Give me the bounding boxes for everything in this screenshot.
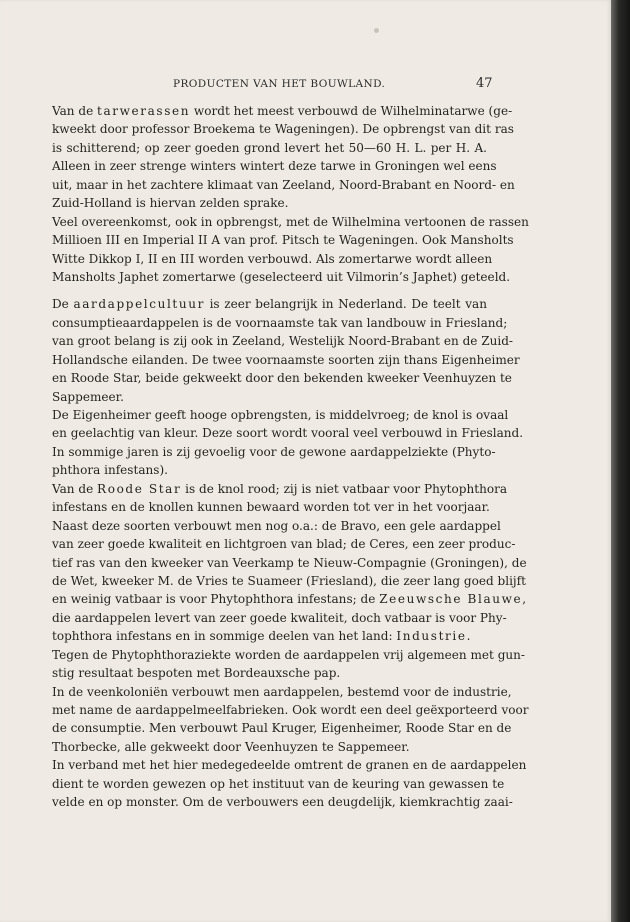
text-line xyxy=(52,443,496,461)
paragraph xyxy=(52,213,529,287)
paragraph xyxy=(52,480,527,646)
text-line xyxy=(52,627,487,645)
text-segment: Sappemeer. xyxy=(52,389,124,404)
text-segment: Alleen in zeer strenge winters wintert deze tarwe in Groningen wel eens xyxy=(52,159,497,174)
text-line xyxy=(52,775,505,793)
text-segment: , xyxy=(522,592,527,607)
text-segment: tief ras van den kweeker van Veerkamp te Nieuw-Compagnie (Groningen), de xyxy=(52,555,527,570)
header-title: PRODUCTEN VAN HET BOUWLAND. xyxy=(173,78,386,90)
text-segment: Zuid-Holland is hiervan zelden sprake. xyxy=(52,196,289,211)
text-segment: Tegen de Phytophthoraziekte worden de aardappelen vrij algemeen met gun- xyxy=(52,647,525,662)
text-segment: is schitterend; op zeer goeden grond levert het 50—60 H. L. per H. A. xyxy=(52,140,487,155)
text-line xyxy=(52,176,515,194)
paragraph-gap xyxy=(52,286,487,295)
text-segment: met name de aardappelmeelfabrieken. Ook wordt een deel geëxporteerd voor xyxy=(52,703,529,717)
paragraph xyxy=(52,646,525,683)
text-line xyxy=(52,535,516,553)
text-segment: . xyxy=(466,629,471,644)
text-segment: de consumptie. Men verbouwt Paul Kruger, Eigenheimer, Roode Star en de xyxy=(52,721,512,736)
text-segment: en Roode Star, beide gekweekt door den bekenden kweeker Veenhuyzen te xyxy=(52,371,512,386)
text-segment: Thorbecke, alle gekweekt door Veenhuyzen te Sappemeer. xyxy=(52,739,410,754)
text-segment: Hollandsche eilanden. De twee voornaamste soorten zijn thans Eigenheimer xyxy=(52,352,520,367)
text-line xyxy=(52,609,507,627)
text-line xyxy=(52,664,487,682)
text-segment: en geelachtig van kleur. Deze soort wordt vooral veel verbouwd in Friesland. xyxy=(52,426,524,441)
text-line xyxy=(52,231,514,249)
text-segment: Mansholts Japhet zomertarwe (geselecteerd uit Vilmorin’s Japhet) geteeld. xyxy=(52,269,511,284)
text-segment: In de veenkoloniën verbouwt men aardappelen, bestemd voor de industrie, xyxy=(52,684,512,699)
emphasized-term: Roode Star xyxy=(97,481,182,496)
text-segment: In sommige jaren is zij gevoelig voor de gewone aardappelziekte (Phyto- xyxy=(52,444,496,459)
text-line xyxy=(52,480,508,498)
text-line xyxy=(52,572,526,590)
text-line xyxy=(52,461,487,479)
text-line xyxy=(52,646,525,664)
emphasized-term: tarwerassen xyxy=(97,104,191,118)
text-segment: van zeer goede kwaliteit en lichtgroen van blad; de Ceres, een zeer produc- xyxy=(52,537,516,552)
text-line xyxy=(52,498,490,516)
text-line xyxy=(52,332,514,350)
emphasized-term: aardappelcultuur xyxy=(73,297,205,312)
text-segment: phthora infestans). xyxy=(52,463,168,478)
paragraph xyxy=(52,295,520,406)
text-line xyxy=(52,517,501,535)
text-line xyxy=(52,406,509,424)
text-segment: Millioen III en Imperial II A van prof. Pitsch te Wageningen. Ook Mansholts xyxy=(52,233,514,248)
running-header xyxy=(0,78,611,94)
text-segment: consumptieaardappelen is de voornaamste tak van landbouw in Friesland; xyxy=(52,315,508,330)
text-line xyxy=(52,250,493,268)
text-line xyxy=(52,719,512,737)
text-line xyxy=(52,701,529,719)
text-segment: is zeer belangrijk in Nederland. De teelt van xyxy=(204,297,487,312)
text-segment: de Wet, kweeker M. de Vries te Suameer (Friesland), die zeer lang goed blijft xyxy=(52,573,526,588)
text-line xyxy=(52,157,497,175)
text-segment: Veel overeenkomst, ook in opbrengst, met de Wilhelmina vertoonen de rassen xyxy=(52,214,529,229)
text-line xyxy=(52,554,527,572)
text-line xyxy=(52,120,514,138)
body-text xyxy=(52,102,529,812)
paragraph xyxy=(52,102,515,213)
text-line xyxy=(52,268,511,286)
text-segment: De xyxy=(52,297,74,312)
text-line xyxy=(52,314,508,332)
text-segment: In verband met het hier medegedeelde omtrent de granen en de aardappelen xyxy=(52,758,527,773)
text-line xyxy=(52,139,487,157)
text-segment: dient te worden gewezen op het instituut van de keuring van gewassen te xyxy=(52,776,505,791)
text-segment: infestans en de knollen kunnen bewaard worden tot ver in het voorjaar. xyxy=(52,500,490,515)
text-segment: is de knol rood; zij is niet vatbaar voor Phytophthora xyxy=(181,481,508,496)
text-line xyxy=(52,369,512,387)
text-segment: en weinig vatbaar is voor Phytophthora infestans; de xyxy=(52,592,380,607)
text-segment: tophthora infestans en in sommige deelen van het land: xyxy=(52,629,397,644)
page-smudge xyxy=(374,28,379,33)
text-line xyxy=(52,102,513,120)
text-line xyxy=(52,756,527,774)
text-segment: Van de xyxy=(52,481,98,496)
text-segment: kweekt door professor Broekema te Wageningen). De opbrengst van dit ras xyxy=(52,122,514,137)
text-segment: velde en op monster. Om de verbouwers een deugdelijk, kiemkrachtig zaai- xyxy=(52,795,513,810)
text-line xyxy=(52,590,527,608)
paragraph xyxy=(52,756,527,811)
emphasized-term: Industrie xyxy=(396,629,467,644)
text-segment: die aardappelen levert van zeer goede kwaliteit, doch vatbaar is voor Phy- xyxy=(52,610,507,625)
text-segment: Van de xyxy=(52,104,98,118)
text-segment: Witte Dikkop I, II en III worden verbouwd. Als zomertarwe wordt alleen xyxy=(52,251,493,266)
text-line xyxy=(52,738,487,756)
text-line xyxy=(52,683,512,701)
text-line xyxy=(52,351,520,369)
text-segment: De Eigenheimer geeft hooge opbrengsten, is middelvroeg; de knol is ovaal xyxy=(52,408,509,422)
text-segment: van groot belang is zij ook in Zeeland, Westelijk Noord-Brabant en de Zuid- xyxy=(52,334,514,349)
text-line xyxy=(52,194,487,212)
text-segment: uit, maar in het zachtere klimaat van Zeeland, Noord-Brabant en Noord- en xyxy=(52,177,515,192)
text-line xyxy=(52,793,513,811)
paragraph xyxy=(52,406,524,480)
text-segment: wordt het meest verbouwd de Wilhelminatarwe (ge- xyxy=(190,104,513,118)
page-number: 47 xyxy=(476,76,493,91)
text-line xyxy=(52,295,487,313)
paragraph xyxy=(52,683,529,757)
book-edge xyxy=(611,0,630,922)
text-line xyxy=(52,388,487,406)
text-segment: Naast deze soorten verbouwt men nog o.a.: de Bravo, een gele aardappel xyxy=(52,518,501,533)
text-line xyxy=(52,424,524,442)
emphasized-term: Zeeuwsche Blauwe xyxy=(379,592,523,607)
text-line xyxy=(52,213,529,231)
text-segment: stig resultaat bespoten met Bordeauxsche pap. xyxy=(52,666,341,681)
